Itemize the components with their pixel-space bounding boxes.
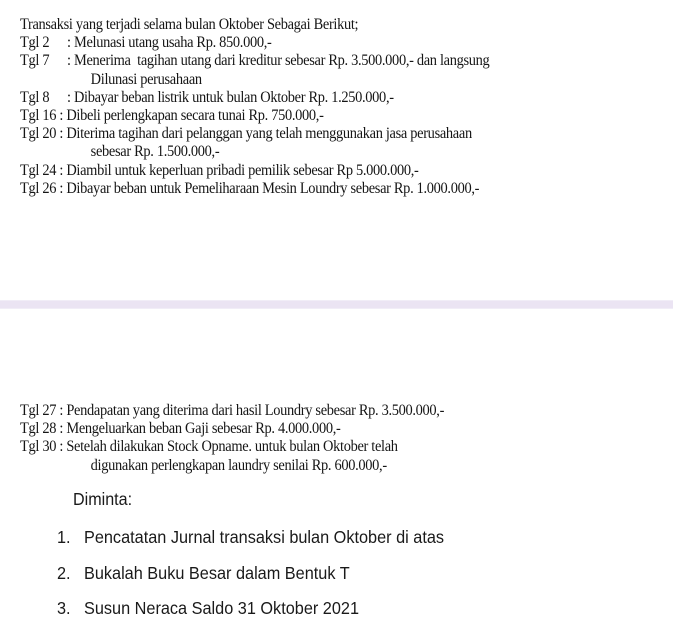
requested-label: Diminta:	[73, 489, 133, 509]
transaction-date: Tgl 26	[20, 179, 57, 197]
separator: :	[63, 52, 74, 70]
task-number: 3.	[57, 598, 71, 618]
transaction-date: Tgl 8	[20, 88, 50, 106]
transaction-continuation: Dilunasi perusahaan	[90, 70, 202, 88]
separator: :	[56, 402, 67, 419]
transaction-row	[20, 89, 489, 107]
separator: :	[63, 88, 74, 106]
separator: :	[56, 438, 67, 456]
task-text: Pencatatan Jurnal transaksi bulan Oktober di atas	[83, 527, 445, 547]
transaction-date: Tgl 30	[20, 438, 57, 456]
transaction-row	[20, 420, 444, 438]
transaction-text: Dibayar beban untuk Pemeliharaan Mesin Loundry sebesar Rp. 1.000.000,-	[66, 179, 480, 197]
separator: :	[56, 420, 67, 438]
intro-text: Transaksi yang terjadi selama bulan Oktober Sebagai Berikut;	[20, 16, 359, 33]
transaction-continuation: sebesar Rp. 1.500.000,-	[90, 143, 220, 161]
transaction-text: Pendapatan yang diterima dari hasil Loundry sebesar Rp. 3.500.000,-	[66, 402, 445, 419]
transaction-text: Dibeli perlengkapan secara tunai Rp. 750.000,-	[66, 106, 324, 124]
transaction-text: Menerima tagihan utang dari kreditur sebesar Rp. 3.500.000,- dan langsung	[73, 52, 490, 70]
transaction-row	[20, 180, 489, 198]
transaction-date: Tgl 7	[20, 52, 50, 70]
separator: :	[56, 179, 67, 197]
transaction-date: Tgl 24	[20, 161, 57, 179]
task-list	[57, 527, 444, 634]
transaction-row	[20, 52, 489, 70]
separator: :	[56, 106, 67, 124]
separator: :	[56, 125, 67, 143]
transaction-row	[20, 125, 489, 143]
transaction-row	[20, 162, 489, 180]
transaction-text: Mengeluarkan beban Gaji sebesar Rp. 4.000.000,-	[66, 420, 341, 438]
separator: :	[56, 161, 67, 179]
transaction-text: Diterima tagihan dari pelanggan yang telah menggunakan jasa perusahaan	[66, 125, 472, 143]
task-number: 1.	[57, 527, 71, 547]
separator: :	[63, 34, 74, 52]
transaction-text: Dibayar beban listrik untuk bulan Oktober Rp. 1.250.000,-	[73, 88, 394, 106]
transaction-date: Tgl 2	[20, 34, 50, 52]
task-item	[57, 563, 444, 599]
task-item	[57, 527, 444, 563]
task-text: Susun Neraca Saldo 31 Oktober 2021	[83, 598, 360, 618]
transaction-row	[20, 107, 489, 125]
transaction-text: Setelah dilakukan Stock Opname. untuk bulan Oktober telah	[66, 438, 398, 456]
transaction-row	[20, 438, 444, 456]
task-number: 2.	[57, 562, 71, 583]
transaction-date: Tgl 27	[20, 402, 57, 419]
transaction-row	[20, 402, 444, 420]
transaction-continuation: digunakan perlengkapan laundry senilai Rp. 600.000,-	[90, 456, 387, 474]
transaction-text: Diambil untuk keperluan pribadi pemilik sebesar Rp 5.000.000,-	[66, 161, 419, 179]
transaction-row	[20, 34, 489, 52]
page-divider	[0, 300, 673, 309]
transaction-text: Melunasi utang usaha Rp. 850.000,-	[73, 34, 272, 52]
transactions-block-2	[20, 402, 444, 475]
transactions-block-1	[20, 16, 489, 198]
transaction-date: Tgl 20	[20, 125, 57, 143]
transaction-date: Tgl 16	[20, 106, 57, 124]
task-item	[57, 598, 444, 634]
task-text: Bukalah Buku Besar dalam Bentuk T	[83, 562, 350, 583]
transaction-date: Tgl 28	[20, 420, 57, 438]
